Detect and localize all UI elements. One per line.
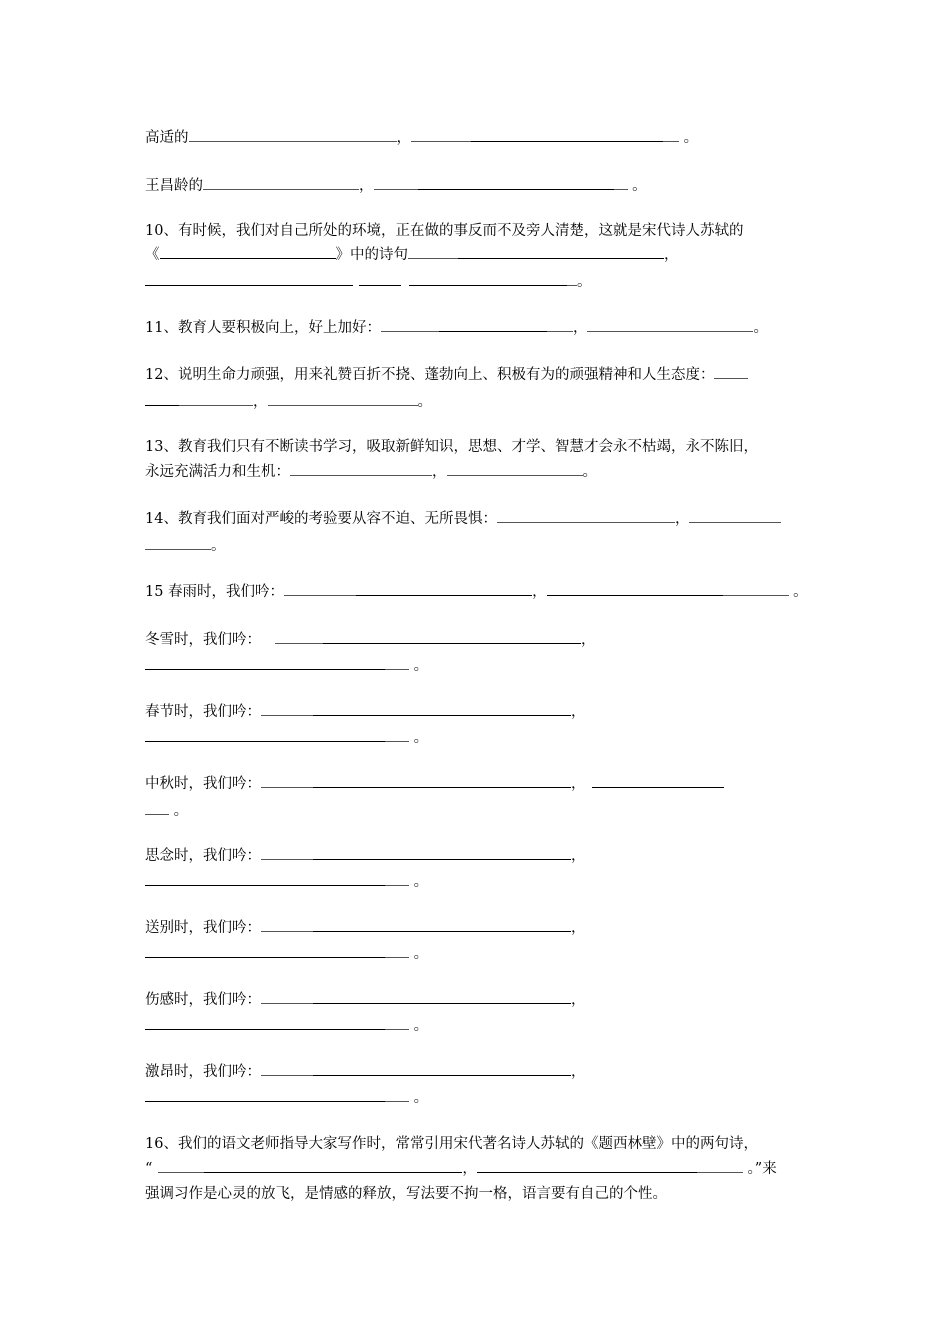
q15-passionate-line [145, 1062, 586, 1082]
answer-blank[interactable] [458, 245, 664, 259]
comma: ， [571, 920, 586, 936]
answer-blank[interactable] [409, 272, 567, 286]
answer-blank[interactable] [547, 318, 573, 332]
q16-text-line-3 [145, 1184, 667, 1204]
q10-answer-line-2 [145, 272, 592, 292]
q9-gaoshi-line [145, 128, 698, 148]
answer-blank[interactable] [723, 582, 789, 596]
comma: ， [571, 992, 586, 1008]
q13-text: 13、教育我们只有不断读书学习，吸取新鲜知识，思想、才学、智慧才会永不枯竭，永不陈旧， [145, 439, 758, 455]
period: 。 [413, 658, 429, 674]
q10-text-line [145, 221, 743, 241]
close-quote: 。”来 [747, 1161, 777, 1177]
comma: ， [571, 1064, 586, 1080]
answer-blank[interactable] [189, 128, 397, 142]
q14-text: 14、教育我们面对严峻的考验要从容不迫、无所畏惧： [145, 511, 497, 527]
answer-blank[interactable] [145, 728, 385, 742]
answer-blank[interactable] [313, 774, 571, 788]
q15-spring-festival-label: 春节时，我们吟： [145, 704, 261, 720]
comma: ， [572, 320, 588, 336]
answer-blank[interactable] [313, 702, 571, 716]
answer-blank[interactable] [385, 1016, 409, 1030]
answer-blank[interactable] [385, 872, 409, 886]
answer-blank[interactable] [204, 1159, 462, 1173]
q16-answer-line [145, 1159, 777, 1179]
answer-blank[interactable] [381, 318, 439, 332]
period: 。 [413, 946, 429, 962]
answer-blank[interactable] [567, 272, 577, 286]
answer-blank[interactable] [374, 176, 418, 190]
answer-blank[interactable] [261, 774, 313, 788]
answer-blank[interactable] [261, 1062, 313, 1076]
answer-blank[interactable] [313, 1062, 571, 1076]
answer-blank[interactable] [614, 176, 628, 190]
answer-blank[interactable] [418, 176, 614, 190]
q15-spring-festival-line-2 [145, 728, 428, 748]
period: 。 [753, 320, 768, 336]
answer-blank[interactable] [145, 656, 385, 670]
comma: ， [571, 704, 586, 720]
period: 。 [683, 130, 699, 146]
q15-sad-line-2 [145, 1016, 428, 1036]
comma: ， [571, 776, 586, 792]
answer-blank[interactable] [268, 392, 418, 406]
answer-blank[interactable] [356, 582, 532, 596]
answer-blank[interactable] [145, 272, 353, 286]
comma: ， [359, 178, 374, 194]
q9-wangchangling-label: 王昌龄的 [145, 178, 203, 194]
answer-blank[interactable] [592, 774, 724, 788]
q10-answer-line-1 [145, 245, 679, 265]
answer-blank[interactable] [313, 846, 571, 860]
q16-text: 16、我们的语文老师指导大家写作时，常常引用宋代著名诗人苏轼的《题西林壁》中的两句诗， [145, 1136, 758, 1152]
comma: ， [462, 1161, 477, 1177]
q15-sad-line [145, 990, 586, 1010]
period: 。 [413, 730, 429, 746]
q15-spring-festival-line [145, 702, 586, 722]
answer-blank[interactable] [323, 630, 581, 644]
answer-blank[interactable] [385, 728, 409, 742]
period: 。 [793, 584, 808, 600]
answer-blank[interactable] [179, 392, 253, 406]
q16-text-cont: 强调习作是心灵的放飞，是情感的释放，写法要不拘一格，语言要有自己的个性。 [145, 1186, 667, 1202]
q14-answer-line [145, 536, 226, 556]
poem-title-blank[interactable] [160, 245, 336, 259]
answer-blank[interactable] [261, 702, 313, 716]
answer-blank[interactable] [471, 128, 663, 142]
period: 。 [211, 538, 226, 554]
comma: ， [432, 464, 447, 480]
period: 。 [413, 1018, 429, 1034]
period: 。 [577, 274, 592, 290]
q10-text: 10、有时候，我们对自己所处的环境，正在做的事反而不及旁人清楚，这就是宋代诗人苏轼的 [145, 223, 744, 239]
comma: ， [396, 130, 411, 146]
comma: ， [571, 848, 586, 864]
answer-blank[interactable] [663, 128, 679, 142]
answer-blank[interactable] [261, 990, 313, 1004]
q15-farewell-line [145, 918, 586, 938]
q13-text-line-2 [145, 462, 597, 482]
answer-blank[interactable] [385, 1088, 409, 1102]
answer-blank[interactable] [313, 990, 571, 1004]
q11-text: 11、教育人要积极向上，好上加好： [145, 320, 381, 336]
period: 。 [413, 1090, 429, 1106]
q15-mid-autumn-line [145, 774, 724, 794]
book-title-close: 》中的诗句 [335, 247, 408, 263]
answer-blank[interactable] [385, 656, 409, 670]
q15-winter-snow-line [145, 630, 596, 650]
answer-blank[interactable] [587, 318, 753, 332]
answer-blank[interactable] [547, 582, 723, 596]
comma: ， [674, 511, 690, 527]
answer-blank[interactable] [261, 918, 313, 932]
answer-blank[interactable] [411, 128, 471, 142]
answer-blank[interactable] [145, 872, 385, 886]
answer-blank[interactable] [284, 582, 356, 596]
q15-spring-rain-label: 15 春雨时，我们吟： [145, 584, 285, 600]
q12-text-line [145, 365, 748, 385]
q15-missing-line-2 [145, 872, 428, 892]
q9-wangchangling-line [145, 176, 647, 196]
comma: ， [664, 247, 679, 263]
comma: ， [532, 584, 547, 600]
q9-gaoshi-label: 高适的 [145, 130, 189, 146]
q15-missing-label: 思念时，我们吟： [145, 848, 261, 864]
period: 。 [413, 874, 429, 890]
answer-blank[interactable] [158, 1159, 204, 1173]
q15-winter-snow-label: 冬雪时，我们吟： [145, 632, 261, 648]
q16-text-line-1 [145, 1134, 758, 1154]
answer-blank[interactable] [477, 1159, 697, 1173]
q12-text: 12、说明生命力顽强，用来礼赞百折不挠、蓬勃向上、积极有为的顽强精神和人生态度： [145, 367, 715, 383]
q15-farewell-line-2 [145, 944, 428, 964]
book-title-open: 《 [145, 247, 160, 263]
q12-answer-line [145, 392, 432, 412]
answer-blank[interactable] [439, 318, 547, 332]
answer-blank[interactable] [145, 536, 211, 550]
comma: ， [253, 394, 268, 410]
q15-passionate-label: 激昂时，我们吟： [145, 1064, 261, 1080]
q11-line [145, 318, 768, 338]
comma: ， [581, 632, 596, 648]
q15-farewell-label: 送别时，我们吟： [145, 920, 261, 936]
q15-winter-snow-line-2 [145, 656, 428, 676]
answer-blank[interactable] [145, 944, 385, 958]
answer-blank[interactable] [275, 630, 323, 644]
answer-blank[interactable] [290, 462, 432, 476]
answer-blank[interactable] [145, 1088, 385, 1102]
answer-blank[interactable] [261, 846, 313, 860]
q15-passionate-line-2 [145, 1088, 428, 1108]
q15-mid-autumn-label: 中秋时，我们吟： [145, 776, 261, 792]
period: 。 [582, 464, 597, 480]
q15-spring-rain-line [145, 582, 808, 602]
answer-blank[interactable] [203, 176, 359, 190]
answer-blank[interactable] [145, 1016, 385, 1030]
answer-blank[interactable] [359, 272, 401, 286]
answer-blank[interactable] [145, 392, 179, 406]
answer-blank[interactable] [145, 801, 169, 815]
period: 。 [632, 178, 647, 194]
answer-blank[interactable] [714, 365, 748, 379]
answer-blank[interactable] [497, 509, 675, 523]
q15-mid-autumn-line-2 [145, 801, 188, 821]
period: 。 [417, 394, 432, 410]
open-quote: “ [145, 1161, 153, 1177]
answer-blank[interactable] [447, 462, 583, 476]
answer-blank[interactable] [385, 944, 409, 958]
answer-blank[interactable] [313, 918, 571, 932]
answer-blank[interactable] [408, 245, 458, 259]
q13-text-line-1 [145, 437, 758, 457]
answer-blank[interactable] [689, 509, 781, 523]
q14-line [145, 509, 781, 529]
q13-text-cont: 永远充满活力和生机： [145, 464, 290, 480]
q15-missing-line [145, 846, 586, 866]
answer-blank[interactable] [697, 1159, 743, 1173]
period: 。 [173, 803, 189, 819]
q15-sad-label: 伤感时，我们吟： [145, 992, 261, 1008]
